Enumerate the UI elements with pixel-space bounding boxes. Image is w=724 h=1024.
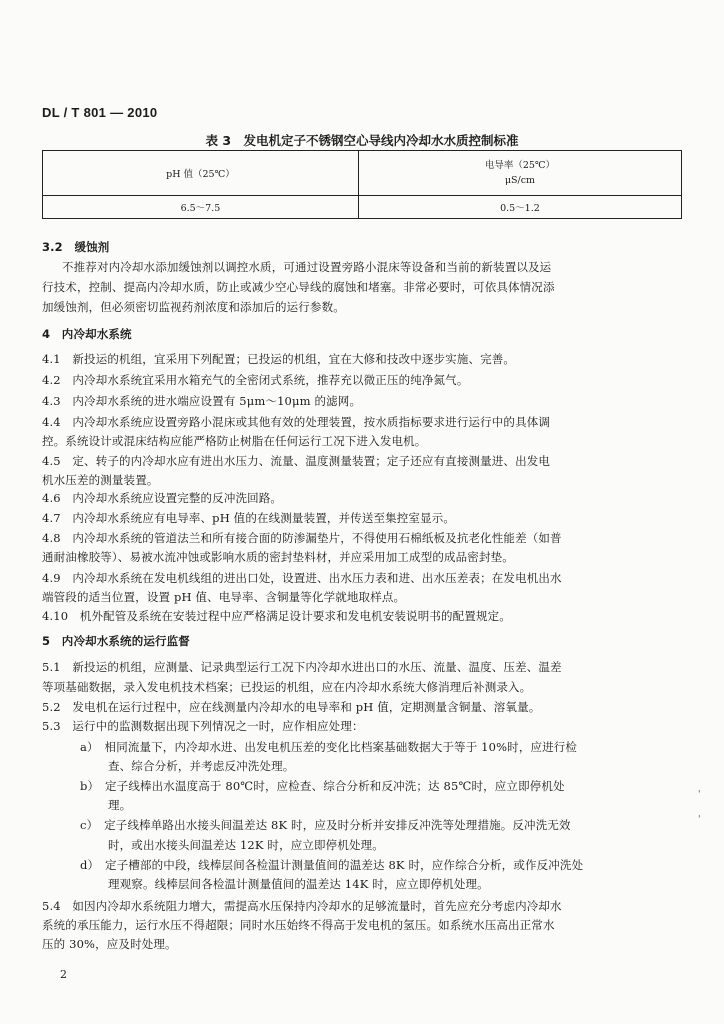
section-5-heading: 5 内冷却水系统的运行监督 bbox=[42, 634, 190, 648]
water-quality-table bbox=[42, 150, 682, 219]
document-code: DL / T 801 — 2010 bbox=[42, 105, 158, 120]
item-b-cont: 理。 bbox=[108, 798, 132, 812]
clause-4-10: 4.10 机外配管及系统在安装过程中应严格满足设计要求和发电机安装说明书的配置规定。 bbox=[42, 609, 511, 623]
clause-5-4-cont: 系统的承压能力，运行水压不得超限；同时水压始终不得高于发电机的氢压。如系统水压高出正常水 bbox=[42, 918, 555, 932]
ph-header-cell: pH 值（25℃） bbox=[43, 151, 359, 196]
clause-5-4: 5.4 如因内冷却水系统阻力增大，需提高水压保持内冷却水的足够流量时，首先应充分考虑内冷却水 bbox=[42, 899, 562, 913]
clause-4-7: 4.7 内冷却水系统应有电导率、pH 值的在线测量装置，并传送至集控室显示。 bbox=[42, 511, 456, 525]
item-d: d） 定子槽部的中段，线棒层间各检温计测量值间的温差达 8K 时，应作综合分析，或作反冲洗处 bbox=[80, 858, 584, 872]
clause-5-4-cont2: 压的 30%，应及时处理。 bbox=[42, 937, 177, 951]
paragraph-line: 不推荐对内冷却水添加缓蚀剂以调控水质，可通过设置旁路小混床等设备和当前的新装置以及运 bbox=[62, 260, 552, 274]
section-4-heading: 4 内冷却水系统 bbox=[42, 327, 132, 341]
clause-4-3: 4.3 内冷却水系统的进水端应设置有 5μm～10μm 的滤网。 bbox=[42, 394, 362, 408]
ph-value-cell: 6.5～7.5 bbox=[43, 196, 359, 219]
clause-4-9-cont: 端管段的适当位置，设置 pH 值、电导率、含铜量等化学就地取样点。 bbox=[42, 590, 406, 604]
paragraph-line: 加缓蚀剂，但必须密切监视药剂浓度和添加后的运行参数。 bbox=[42, 300, 345, 314]
clause-5-3: 5.3 运行中的监测数据出现下列情况之一时，应作相应处理： bbox=[42, 719, 364, 733]
paragraph-line: 行技术，控制、提高内冷却水质，防止或减少空心导线的腐蚀和堵塞。非常必要时，可依具体情况添 bbox=[42, 280, 555, 294]
item-a-cont: 查、综合分析，并考虑反冲洗处理。 bbox=[108, 759, 295, 773]
clause-4-1: 4.1 新投运的机组，宜采用下列配置；已投运的机组，宜在大修和技改中逐步实施、完善。 bbox=[42, 352, 516, 366]
table-row bbox=[43, 196, 682, 219]
clause-4-9: 4.9 内冷却水系统在发电机线组的进出口处，设置进、出水压力表和进、出水压差表；在发电机出水 bbox=[42, 571, 562, 585]
item-c: c） 定子线棒单路出水接头间温差达 8K 时，应及时分析并安排反冲洗等处理措施。反冲洗无效 bbox=[80, 818, 571, 832]
clause-4-4-cont: 控。系统设计或混床结构应能严格防止树脂在任何运行工况下进入发电机。 bbox=[42, 434, 427, 448]
conductivity-header-cell bbox=[358, 151, 681, 196]
clause-5-1-cont: 等项基础数据，录入发电机技术档案；已投运的机组，应在内冷却水系统大修消理后补测录入。 bbox=[42, 680, 532, 694]
table-header-row bbox=[43, 151, 682, 196]
conductivity-value-cell: 0.5～1.2 bbox=[358, 196, 681, 219]
item-c-cont: 时，或出水接头间温差达 12K 时，应立即停机处理。 bbox=[108, 838, 384, 852]
margin-mark: ' bbox=[698, 790, 701, 800]
clause-4-2: 4.2 内冷却水系统宜采用水箱充气的全密闭式系统，推荐充以微正压的纯净氮气。 bbox=[42, 373, 469, 387]
clause-4-5: 4.5 定、转子的内冷却水应有进出水压力、流量、温度测量装置；定子还应有直接测量进、出发电 bbox=[42, 454, 551, 468]
clause-4-4: 4.4 内冷却水系统应设置旁路小混床或其他有效的处理装置，按水质指标要求进行运行中的具体调 bbox=[42, 415, 551, 429]
item-b: b） 定子线棒出水温度高于 80℃时，应检查、综合分析和反冲洗；达 85℃时，应立即停机处 bbox=[80, 779, 565, 793]
conductivity-header-line1: 电导率（25℃） bbox=[484, 160, 556, 171]
clause-5-1: 5.1 新投运的机组，应测量、记录典型运行工况下内冷却水进出口的水压、流量、温度、压差、温差 bbox=[42, 660, 562, 674]
conductivity-header-unit: μS/cm bbox=[504, 175, 536, 186]
item-a: a） 相同流量下，内冷却水进、出发电机压差的变化比档案基础数据大于等于 10%时，应进行检 bbox=[80, 740, 578, 754]
clause-4-5-cont: 机水压差的测量装置。 bbox=[42, 473, 159, 487]
item-d-cont: 理观察。线棒层间各检温计测量值间的温差达 14K 时，应立即停机处理。 bbox=[108, 877, 489, 891]
clause-4-8: 4.8 内冷却水系统的管道法兰和所有接合面的防渗漏垫片，不得使用石棉纸板及抗老化性能差（如普 bbox=[42, 531, 562, 545]
table-title: 表 3 发电机定子不锈钢空心导线内冷却水水质控制标准 bbox=[205, 133, 519, 148]
margin-mark: ' bbox=[698, 815, 701, 825]
section-3-2-heading: 3.2 缓蚀剂 bbox=[42, 240, 110, 254]
clause-4-6: 4.6 内冷却水系统应设置完整的反冲洗回路。 bbox=[42, 491, 283, 505]
clause-4-8-cont: 通耐油橡胶等）、易被水流冲蚀或影响水质的密封垫料材，并应采用加工成型的成品密封垫。 bbox=[42, 550, 514, 564]
page-number: 2 bbox=[60, 968, 67, 981]
clause-5-2: 5.2 发电机在运行过程中，应在线测量内冷却水的电导率和 pH 值，定期测量含铜量、溶氧量。 bbox=[42, 700, 541, 714]
